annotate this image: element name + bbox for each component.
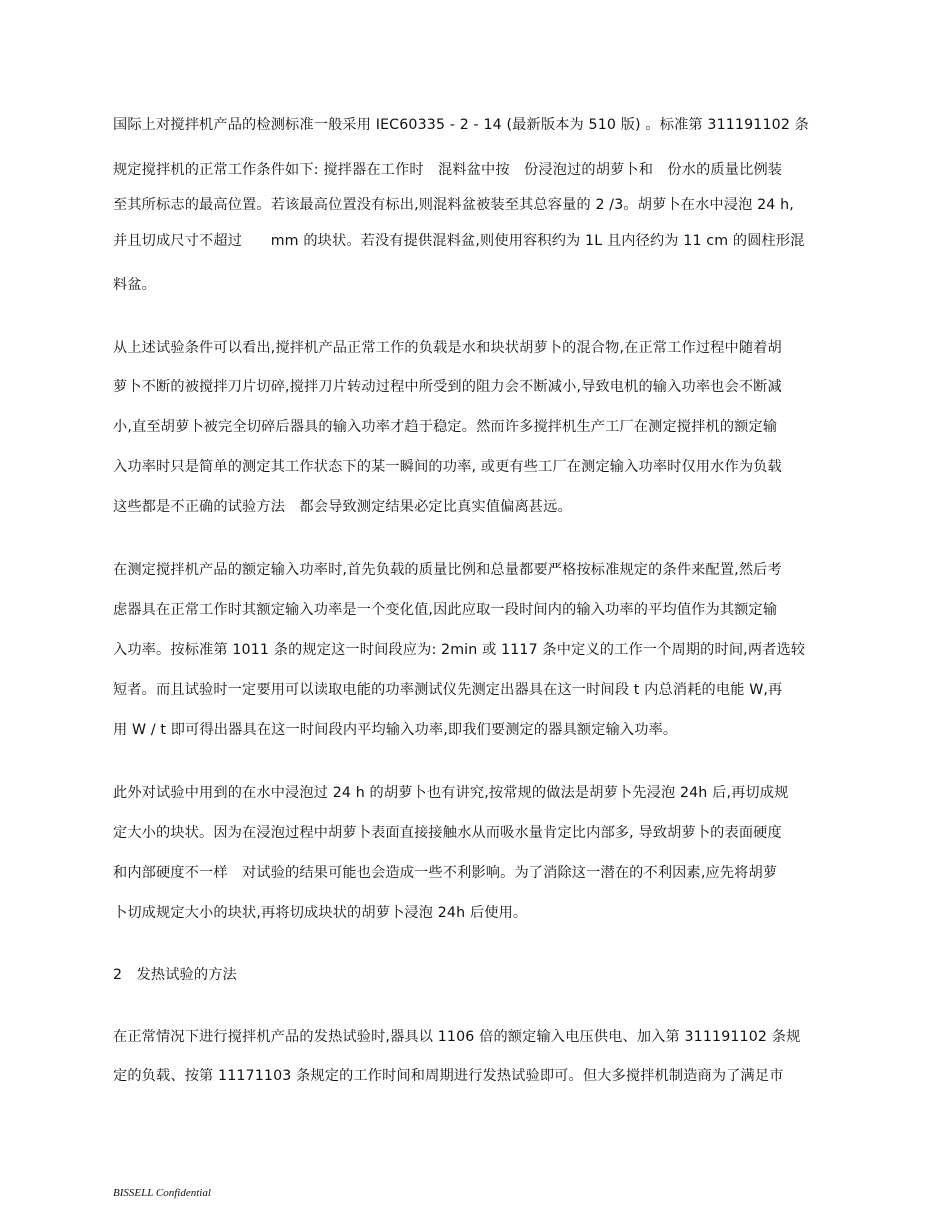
paragraph-2-line-3: 小,直至胡萝卜被完全切碎后器具的输入功率才趋于稳定。然而许多搅拌机生产工厂在测定搅拌机的额定输 [113,419,778,435]
paragraph-5-line-2: 定的负载、按第 11171103 条规定的工作时间和周期进行发热试验即可。但大多搅拌机制造商为了满足市 [113,1068,784,1084]
paragraph-2-line-4: 入功率时只是简单的测定其工作状态下的某一瞬间的功率, 或更有些工厂在测定输入功率时仅用水作为负载 [113,459,782,475]
paragraph-1-line-2: 规定搅拌机的正常工作条件如下: 搅拌器在工作时 混料盆中按 份浸泡过的胡萝卜和 份水的质量比例装 [113,162,783,178]
paragraph-3-line-1: 在测定搅拌机产品的额定输入功率时,首先负载的质量比例和总量都要严格按标准规定的条件来配置,然后考 [113,562,782,578]
paragraph-5-line-1: 在正常情况下进行搅拌机产品的发热试验时,器具以 1106 倍的额定输入电压供电、加入第 311191102 条规 [113,1029,801,1045]
paragraph-3-line-3: 入功率。按标准第 1011 条的规定这一时间段应为: 2min 或 1117 条中定义的工作一个周期的时间,两者选较 [113,642,806,658]
confidential-footer: BISSELL Confidential [113,1187,211,1199]
paragraph-2-line-1: 从上述试验条件可以看出,搅拌机产品正常工作的负载是水和块状胡萝卜的混合物,在正常工作过程中随着胡 [113,340,782,356]
paragraph-1-line-5: 料盆。 [113,277,157,293]
paragraph-3-line-5: 用 W / t 即可得出器具在这一时间段内平均输入功率,即我们要测定的器具额定输入功率。 [113,722,678,738]
paragraph-3-line-4: 短者。而且试验时一定要用可以读取电能的功率测试仪先测定出器具在这一时间段 t 内总消耗的电能 W,再 [113,682,783,698]
paragraph-4-line-1: 此外对试验中用到的在水中浸泡过 24 h 的胡萝卜也有讲究,按常规的做法是胡萝卜先浸泡 24h 后,再切成规 [113,785,789,801]
paragraph-4-line-2: 定大小的块状。因为在浸泡过程中胡萝卜表面直接接触水从而吸水量肯定比内部多, 导致胡萝卜的表面硬度 [113,825,782,841]
paragraph-3-line-2: 虑器具在正常工作时其额定输入功率是一个变化值,因此应取一段时间内的输入功率的平均值作为其额定输 [113,602,778,618]
paragraph-1-line-3: 至其所标志的最高位置。若该最高位置没有标出,则混料盆被装至其总容量的 2 /3。胡萝卜在水中浸泡 24 h, [113,197,794,213]
section-heading: 2 发热试验的方法 [113,967,237,983]
paragraph-1-line-4: 并且切成尺寸不超过 mm 的块状。若没有提供混料盆,则使用容积约为 1L 且内径约为 11 cm 的圆柱形混 [113,233,805,249]
paragraph-1-line-1: 国际上对搅拌机产品的检测标准一般采用 IEC60335 - 2 - 14 (最新版本为 510 版) 。标准第 311191102 条 [113,117,809,133]
paragraph-2-line-2: 萝卜不断的被搅拌刀片切碎,搅拌刀片转动过程中所受到的阻力会不断减小,导致电机的输入功率也会不断减 [113,379,782,395]
paragraph-2-line-5: 这些都是不正确的试验方法 都会导致测定结果必定比真实值偏离甚远。 [113,499,572,515]
paragraph-4-line-3: 和内部硬度不一样 对试验的结果可能也会造成一些不利影响。为了消除这一潜在的不利因素,应先将胡萝 [113,865,778,881]
paragraph-4-line-4: 卜切成规定大小的块状,再将切成块状的胡萝卜浸泡 24h 后使用。 [113,905,528,921]
